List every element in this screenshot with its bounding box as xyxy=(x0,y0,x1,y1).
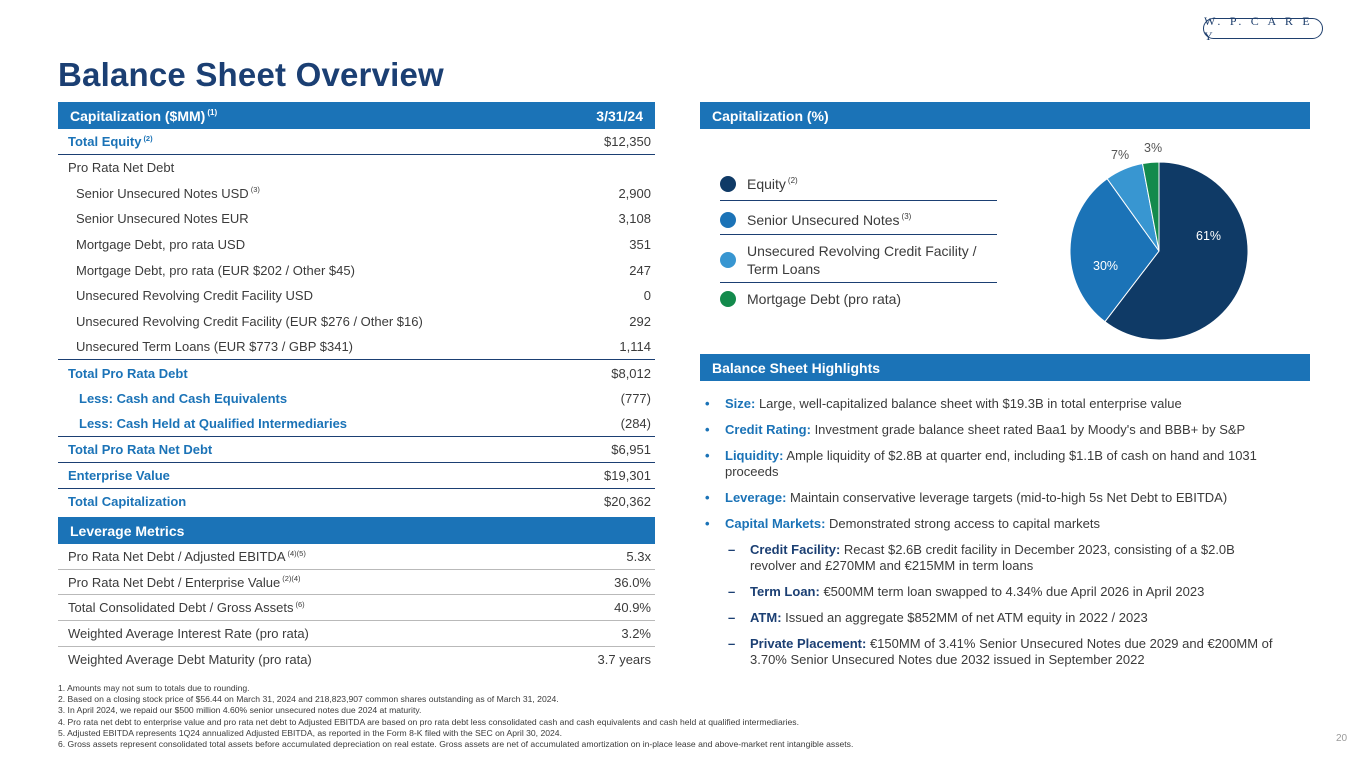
row-value: 292 xyxy=(629,314,651,330)
table-row xyxy=(58,360,655,386)
legend-swatch xyxy=(720,252,736,268)
row-value: 247 xyxy=(629,262,651,278)
dash-marker: – xyxy=(728,636,736,651)
list-item xyxy=(705,448,1265,480)
legend-label: Mortgage Debt (pro rata) xyxy=(747,291,902,307)
row-value: 351 xyxy=(629,237,651,253)
legend-item-revolver-term-loans xyxy=(720,237,997,283)
cap-table-header xyxy=(58,102,655,129)
row-label: Less: Cash Held at Qualified Intermediaries xyxy=(79,416,348,432)
table-row xyxy=(58,463,655,489)
footnote-ref: (3) xyxy=(901,211,912,221)
table-row xyxy=(58,647,655,673)
footnote: 6. Gross assets represent consolidated total assets before accumulated depreciation on real estate. Gross assets are net of accumulated amortization on in-place lease and above-market rent intangible assets. xyxy=(58,739,854,750)
item-title: Credit Rating: xyxy=(725,422,811,437)
row-label-text: Pro Rata Net Debt / Enterprise Value xyxy=(68,574,281,590)
row-label: Weighted Average Debt Maturity (pro rata) xyxy=(68,652,312,668)
table-row xyxy=(58,621,655,647)
row-label: Mortgage Debt, pro rata USD xyxy=(76,237,246,253)
highlights-header xyxy=(700,354,1310,381)
leverage-header xyxy=(58,517,655,544)
bullet-marker: • xyxy=(705,396,710,411)
row-value: $12,350 xyxy=(604,133,651,149)
slice-label: 7% xyxy=(1111,148,1130,162)
legend-swatch xyxy=(720,176,736,192)
footnote: 4. Pro rata net debt to enterprise value and pro rata net debt to Adjusted EBITDA are based on pro rata debt less consolidated cash and cash equivalents and cash held at qualified intermediaries. xyxy=(58,716,799,727)
row-label: Pro Rata Net Debt xyxy=(68,160,175,176)
highlights-header-label: Balance Sheet Highlights xyxy=(712,359,881,376)
item-title: ATM: xyxy=(750,610,782,625)
row-label-text: Total Consolidated Debt / Gross Assets xyxy=(68,600,294,616)
row-value: (777) xyxy=(620,391,651,407)
item-title: Size: xyxy=(725,396,756,411)
bullet-marker: • xyxy=(705,448,710,463)
table-row xyxy=(58,232,655,258)
table-row xyxy=(58,129,655,155)
table-row xyxy=(58,283,655,309)
row-value: $6,951 xyxy=(611,442,651,458)
legend-item-senior-notes xyxy=(720,205,997,235)
item-title: Liquidity: xyxy=(725,448,784,463)
cap-pct-header-label: Capitalization (%) xyxy=(712,107,829,124)
dash-marker: – xyxy=(728,542,736,557)
row-label-text: Total Equity xyxy=(68,133,142,149)
item-text: Ample liquidity of $2.8B at quarter end, including $1.1B of cash on hand and 1031 proceeds xyxy=(725,448,1257,479)
item-text: Demonstrated strong access to capital markets xyxy=(825,516,1100,531)
row-label: Total Pro Rata Net Debt xyxy=(68,442,213,458)
row-value: $19,301 xyxy=(604,467,651,483)
table-row xyxy=(58,335,655,361)
capitalization-pie-chart xyxy=(1068,160,1250,342)
item-text: Large, well-capitalized balance sheet with $19.3B in total enterprise value xyxy=(755,396,1182,411)
row-value: $20,362 xyxy=(604,493,651,509)
row-label: Mortgage Debt, pro rata (EUR $202 / Other $45) xyxy=(76,262,355,278)
footnote-ref: (6) xyxy=(295,599,305,609)
item-title: Private Placement: xyxy=(750,636,867,651)
table-row xyxy=(58,309,655,335)
row-label: Total Capitalization xyxy=(68,493,187,509)
legend-item-mortgage-debt xyxy=(720,283,997,315)
slice-label: 3% xyxy=(1144,141,1163,155)
item-title: Credit Facility: xyxy=(750,542,841,557)
table-row xyxy=(58,544,655,570)
table-row xyxy=(58,412,655,438)
leverage-table xyxy=(58,544,655,672)
logo-text: W. P. C A R E Y xyxy=(1204,13,1313,43)
row-value: 3,108 xyxy=(618,211,651,227)
list-item xyxy=(705,422,1305,438)
table-row xyxy=(58,489,655,515)
row-label xyxy=(76,186,260,201)
row-label xyxy=(68,549,306,564)
item-title: Leverage: xyxy=(725,490,787,505)
slice-label: 61% xyxy=(1196,229,1222,243)
bullet-marker: • xyxy=(705,490,710,505)
list-item xyxy=(705,516,1305,532)
highlights-list xyxy=(705,396,1305,678)
item-text: €150MM of 3.41% Senior Unsecured Notes due 2029 and €200MM of 3.70% Senior Unsecured Notes due 2032 issued in September 2022 xyxy=(750,636,1273,667)
footnote-ref: (2) xyxy=(787,176,798,186)
item-text: Investment grade balance sheet rated Baa1 by Moody's and BBB+ by S&P xyxy=(810,422,1246,437)
footnote-ref: (2) xyxy=(143,133,153,143)
bullet-marker: • xyxy=(705,516,710,531)
footnote: 2. Based on a closing stock price of $56.44 on March 31, 2024 and 218,823,907 common shares outstanding as of March 31, 2024. xyxy=(58,694,559,705)
cap-table-header-date: 3/31/24 xyxy=(596,107,643,124)
legend-item-equity xyxy=(720,168,997,201)
page-title: Balance Sheet Overview xyxy=(58,56,444,93)
legend-swatch xyxy=(720,291,736,307)
leverage-header-label: Leverage Metrics xyxy=(70,522,185,539)
item-text: Maintain conservative leverage targets (mid-to-high 5s Net Debt to EBITDA) xyxy=(786,490,1228,505)
footnote-ref: (3) xyxy=(250,185,260,195)
company-logo xyxy=(1203,13,1323,43)
row-value: $8,012 xyxy=(611,365,651,381)
dash-marker: – xyxy=(728,610,736,625)
pie-legend xyxy=(720,168,997,315)
sub-list-item xyxy=(705,610,1305,626)
row-value: 0 xyxy=(643,288,651,304)
legend-label xyxy=(747,212,911,228)
table-row xyxy=(58,155,655,181)
row-label: Unsecured Term Loans (EUR $773 / GBP $341) xyxy=(76,339,353,355)
table-row xyxy=(58,180,655,206)
table-row xyxy=(58,386,655,412)
slice-label: 30% xyxy=(1093,259,1119,273)
item-title: Term Loan: xyxy=(750,584,820,599)
row-value: 3.2% xyxy=(621,625,651,641)
row-label: Senior Unsecured Notes EUR xyxy=(76,211,249,227)
row-label xyxy=(68,600,305,615)
table-row xyxy=(58,437,655,463)
row-label: Enterprise Value xyxy=(68,467,170,483)
footnotes xyxy=(58,683,853,750)
sub-list-item xyxy=(705,542,1265,574)
row-label: Total Pro Rata Debt xyxy=(68,365,188,381)
table-row xyxy=(58,570,655,596)
row-label: Unsecured Revolving Credit Facility USD xyxy=(76,288,313,304)
row-value: 1,114 xyxy=(619,339,651,355)
row-value: (284) xyxy=(620,416,651,432)
footnote: 3. In April 2024, we repaid our $500 million 4.60% senior unsecured notes due 2024 at maturity. xyxy=(58,705,422,716)
row-label: Less: Cash and Cash Equivalents xyxy=(79,391,288,407)
legend-label-text: Senior Unsecured Notes xyxy=(747,211,900,228)
cap-table-header-label xyxy=(70,108,217,124)
sub-list-item xyxy=(705,636,1305,668)
table-row xyxy=(58,595,655,621)
cap-pct-header xyxy=(700,102,1310,129)
row-value: 2,900 xyxy=(618,185,651,201)
legend-swatch xyxy=(720,212,736,228)
cap-table-header-text: Capitalization ($MM) xyxy=(70,107,206,124)
row-value: 36.0% xyxy=(614,574,651,590)
row-label xyxy=(68,575,301,590)
dash-marker: – xyxy=(728,584,736,599)
list-item xyxy=(705,396,1305,412)
list-item xyxy=(705,490,1305,506)
item-text: Recast $2.6B credit facility in December 2023, consisting of a $2.0B revolver and £270MM and €215MM in term loans xyxy=(750,542,1235,573)
footnote: 5. Adjusted EBITDA represents 1Q24 annualized Adjusted EBITDA, as reported in the Form 8-K filed with the SEC on April 30, 2024. xyxy=(58,727,562,738)
legend-label xyxy=(747,176,798,192)
legend-label: Unsecured Revolving Credit Facility / Term Loans xyxy=(747,242,977,277)
footnote-ref: (4)(5) xyxy=(287,548,306,558)
row-label: Weighted Average Interest Rate (pro rata) xyxy=(68,625,309,641)
row-value: 5.3x xyxy=(626,548,651,564)
item-text: €500MM term loan swapped to 4.34% due April 2026 in April 2023 xyxy=(819,584,1205,599)
row-label xyxy=(68,134,153,149)
legend-label-text: Equity xyxy=(747,176,786,192)
table-row xyxy=(58,257,655,283)
page-number: 20 xyxy=(1336,733,1348,744)
row-value: 3.7 years xyxy=(597,652,651,668)
row-label-text: Senior Unsecured Notes USD xyxy=(76,185,249,201)
row-value: 40.9% xyxy=(614,600,651,616)
footnote-ref: (2)(4) xyxy=(282,574,301,584)
cap-table-header-sup: (1) xyxy=(207,107,218,117)
table-row xyxy=(58,206,655,232)
row-label: Unsecured Revolving Credit Facility (EUR $276 / Other $16) xyxy=(76,314,423,330)
bullet-marker: • xyxy=(705,422,710,437)
item-text: Issued an aggregate $852MM of net ATM equity in 2022 / 2023 xyxy=(781,610,1148,625)
row-label-text: Pro Rata Net Debt / Adjusted EBITDA xyxy=(68,548,286,564)
sub-list-item xyxy=(705,584,1305,600)
item-title: Capital Markets: xyxy=(725,516,826,531)
footnote: 1. Amounts may not sum to totals due to rounding. xyxy=(58,683,250,693)
cap-table xyxy=(58,129,655,514)
